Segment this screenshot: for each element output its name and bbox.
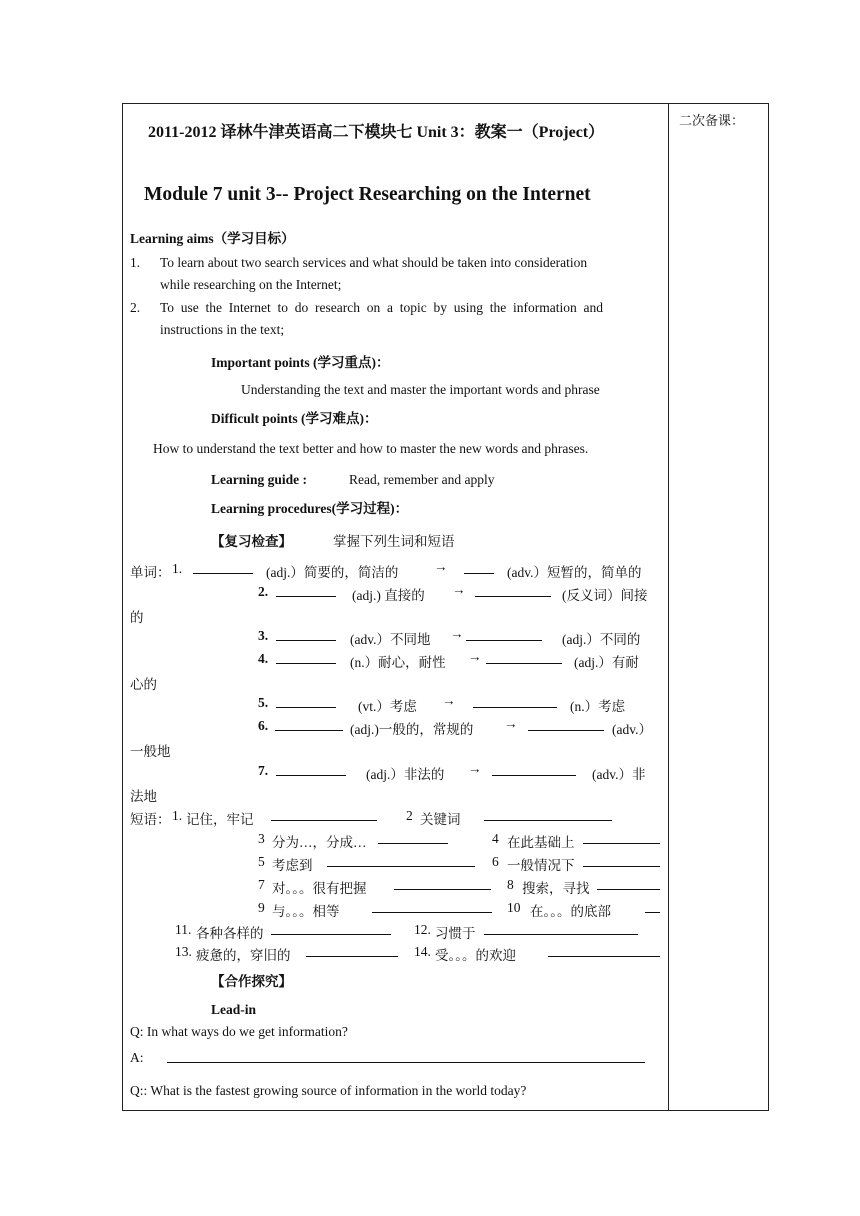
phrase-6-text: 一般情况下 <box>507 858 575 873</box>
word-4-hint-a: (n.）耐心，耐性 <box>350 655 446 670</box>
word-6-blank-a[interactable] <box>275 718 343 731</box>
phrase-13-text: 疲惫的，穿旧的 <box>196 948 291 963</box>
phrase-9-text: 与。。。相等 <box>272 904 340 919</box>
phrase-3-number: 3 <box>258 831 265 846</box>
phrase-3-blank[interactable] <box>378 831 448 844</box>
words-label: 单词： <box>130 565 171 580</box>
word-1-blank-b[interactable] <box>464 561 494 574</box>
word-6-number: 6. <box>258 718 269 733</box>
word-1-blank-a[interactable] <box>193 561 253 574</box>
phrase-4-blank[interactable] <box>583 831 660 844</box>
phrase-14-blank[interactable] <box>548 944 660 957</box>
word-3-hint-a: (adv.）不同地 <box>350 632 431 647</box>
phrase-6-blank[interactable] <box>583 854 660 867</box>
word-6-hint-a: (adj.)一般的，常规的 <box>350 722 474 737</box>
word-3-hint-b: (adj.）不同的 <box>562 632 641 647</box>
word-3-number: 3. <box>258 628 269 643</box>
phrase-13-blank[interactable] <box>306 944 398 957</box>
word-2-blank-a[interactable] <box>276 584 336 597</box>
arrow-icon: → <box>504 716 518 731</box>
column-divider <box>668 104 669 1110</box>
question-1: Q: In what ways do we get information? <box>130 1024 348 1039</box>
word-4-blank-b[interactable] <box>486 651 562 664</box>
arrow-icon: → <box>452 582 466 597</box>
phrase-12-text: 习惯于 <box>435 926 476 941</box>
aim-1-number: 1. <box>130 255 141 270</box>
phrase-10-blank[interactable] <box>645 900 660 913</box>
review-heading: 【复习检查】 <box>211 534 292 549</box>
word-2-hint-a: (adj.) 直接的 <box>352 588 425 603</box>
phrase-3-text: 分为…，分成… <box>272 835 367 850</box>
review-text: 掌握下列生词和短语 <box>333 534 455 549</box>
word-4-blank-a[interactable] <box>276 651 336 664</box>
word-5-number: 5. <box>258 695 269 710</box>
word-7-hint-a: (adj.）非法的 <box>366 767 445 782</box>
word-4-wrap: 心的 <box>130 677 157 692</box>
side-note-label: 二次备课： <box>679 113 745 128</box>
phrase-11-text: 各种各样的 <box>196 926 264 941</box>
word-7-wrap: 法地 <box>130 789 157 804</box>
word-3-blank-b[interactable] <box>466 628 542 641</box>
word-7-blank-a[interactable] <box>276 763 346 776</box>
word-2-hint-b: (反义词）间接 <box>562 588 648 603</box>
word-6-blank-b[interactable] <box>528 718 604 731</box>
phrase-1-blank[interactable] <box>271 808 377 821</box>
english-title: Module 7 unit 3-- Project Researching on the Internet <box>144 184 591 205</box>
word-1-hint-b: (adv.）短暂的，简单的 <box>507 565 642 580</box>
aim-2-line-1: To use the Internet to do research on a topic by using the information and <box>160 300 603 315</box>
guide-label: Learning guide : <box>211 472 308 487</box>
word-6-wrap: 一般地 <box>130 744 171 759</box>
word-2-number: 2. <box>258 584 269 599</box>
phrase-6-number: 6 <box>492 854 499 869</box>
phrase-9-number: 9 <box>258 900 265 915</box>
answer-1-blank[interactable] <box>167 1050 645 1063</box>
word-1-hint-a: (adj.）简要的，简洁的 <box>266 565 399 580</box>
phrase-2-blank[interactable] <box>484 808 612 821</box>
phrase-1-number: 1. <box>172 808 183 823</box>
word-5-blank-a[interactable] <box>276 695 336 708</box>
phrase-1-text: 记住，牢记 <box>186 812 254 827</box>
word-6-hint-b: (adv.） <box>612 722 652 737</box>
arrow-icon: → <box>468 761 482 776</box>
arrow-icon: → <box>468 649 482 664</box>
coop-heading: 【合作探究】 <box>211 974 292 989</box>
guide-text: Read, remember and apply <box>349 472 495 487</box>
phrase-11-number: 11. <box>175 922 192 937</box>
phrase-13-number: 13. <box>175 944 192 959</box>
phrase-8-text: 搜索，寻找 <box>522 881 590 896</box>
aims-heading: Learning aims（学习目标） <box>130 231 295 246</box>
phrase-10-text: 在。。。的底部 <box>530 904 611 919</box>
important-heading: Important points (学习重点)： <box>211 355 390 370</box>
aim-1-line-1: To learn about two search services and what should be taken into consideration <box>160 255 588 270</box>
phrase-8-number: 8 <box>507 877 514 892</box>
phrase-4-number: 4 <box>492 831 499 846</box>
word-3-blank-a[interactable] <box>276 628 336 641</box>
phrase-5-text: 考虑到 <box>272 858 313 873</box>
word-4-hint-b: (adj.）有耐 <box>574 655 639 670</box>
phrase-11-blank[interactable] <box>271 922 391 935</box>
aim-2-number: 2. <box>130 300 141 315</box>
word-1-number: 1. <box>172 561 183 576</box>
word-4-number: 4. <box>258 651 269 666</box>
phrase-7-text: 对。。。很有把握 <box>272 881 367 896</box>
phrase-2-text: 关键词 <box>420 812 461 827</box>
phrase-5-number: 5 <box>258 854 265 869</box>
chinese-title: 2011-2012 译林牛津英语高二下模块七 Unit 3：教案一（Project） <box>148 124 605 141</box>
phrase-8-blank[interactable] <box>597 877 660 890</box>
word-2-wrap: 的 <box>130 610 144 625</box>
phrase-14-number: 14. <box>414 944 431 959</box>
question-2: Q:: What is the fastest growing source of information in the world today? <box>130 1083 527 1098</box>
aim-1-line-2: while researching on the Internet; <box>160 277 342 292</box>
answer-1-label: A: <box>130 1050 144 1065</box>
phrase-7-number: 7 <box>258 877 265 892</box>
aim-2-line-2: instructions in the text; <box>160 322 285 337</box>
important-text: Understanding the text and master the important words and phrase <box>241 382 600 397</box>
difficult-text: How to understand the text better and how to master the new words and phrases. <box>153 441 589 456</box>
word-5-hint-b: (n.）考虑 <box>570 699 626 714</box>
phrase-7-blank[interactable] <box>394 877 491 890</box>
phrase-12-number: 12. <box>414 922 431 937</box>
phrase-12-blank[interactable] <box>484 922 638 935</box>
leadin-heading: Lead-in <box>211 1002 257 1017</box>
phrase-5-blank[interactable] <box>327 854 475 867</box>
word-2-blank-b[interactable] <box>475 584 551 597</box>
word-7-hint-b: (adv.）非 <box>592 767 646 782</box>
arrow-icon: → <box>450 626 464 641</box>
word-7-number: 7. <box>258 763 269 778</box>
arrow-icon: → <box>434 559 448 574</box>
phrase-14-text: 受。。。的欢迎 <box>435 948 516 963</box>
phrase-9-blank[interactable] <box>372 900 492 913</box>
word-5-hint-a: (vt.）考虑 <box>358 699 417 714</box>
word-7-blank-b[interactable] <box>492 763 576 776</box>
phrase-4-text: 在此基础上 <box>507 835 575 850</box>
arrow-icon: → <box>442 693 456 708</box>
phrase-10-number: 10 <box>507 900 521 915</box>
word-5-blank-b[interactable] <box>473 695 557 708</box>
phrase-2-number: 2 <box>406 808 413 823</box>
procedures-heading: Learning procedures(学习过程)： <box>211 501 409 516</box>
phrases-label: 短语： <box>130 812 171 827</box>
difficult-heading: Difficult points (学习难点)： <box>211 411 378 426</box>
